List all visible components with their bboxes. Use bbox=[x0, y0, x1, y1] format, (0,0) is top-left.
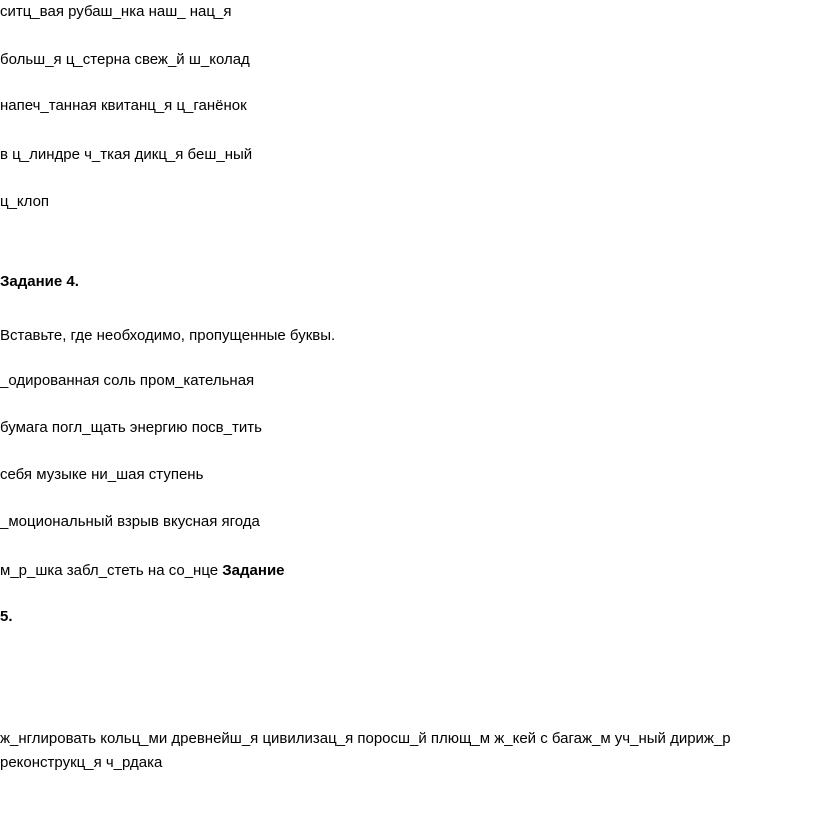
task3-line-2: больш_я ц_стерна свеж_й ш_колад bbox=[0, 51, 250, 68]
task4-line-5 bbox=[0, 561, 285, 581]
task5-line-2: реконструкц_я ч_рдака bbox=[0, 754, 163, 771]
task3-line-5: ц_клоп bbox=[0, 193, 50, 210]
task4-heading: Задание 4. bbox=[0, 273, 79, 290]
task3-line-4: в ц_линдре ч_ткая дикц_я беш_ный bbox=[0, 146, 253, 163]
task5-line-1: ж_нглировать кольц_ми древнейш_я цивилизац_я поросш_й плющ_м ж_кей с багаж_м уч_ный дириж_р bbox=[0, 730, 731, 747]
task4-line-1: _одированная соль пром_кательная bbox=[0, 372, 255, 389]
task5-heading-part1: Задание bbox=[222, 562, 285, 579]
task4-instruction: Вставьте, где необходимо, пропущенные буквы. bbox=[0, 327, 336, 344]
task5-heading-part2: 5. bbox=[0, 608, 13, 625]
task4-line-2: бумага погл_щать энергию посв_тить bbox=[0, 419, 262, 436]
task4-line-4: _моциональный взрыв вкусная ягода bbox=[0, 513, 260, 530]
task4-line-3: себя музыке ни_шая ступень bbox=[0, 466, 204, 483]
task3-line-3: напеч_танная квитанц_я ц_ганёнок bbox=[0, 97, 247, 114]
task4-line-5-text: м_р_шка забл_стеть на со_нце bbox=[0, 562, 223, 579]
task3-line-1: ситц_вая рубаш_нка наш_ нац_я bbox=[0, 3, 232, 20]
